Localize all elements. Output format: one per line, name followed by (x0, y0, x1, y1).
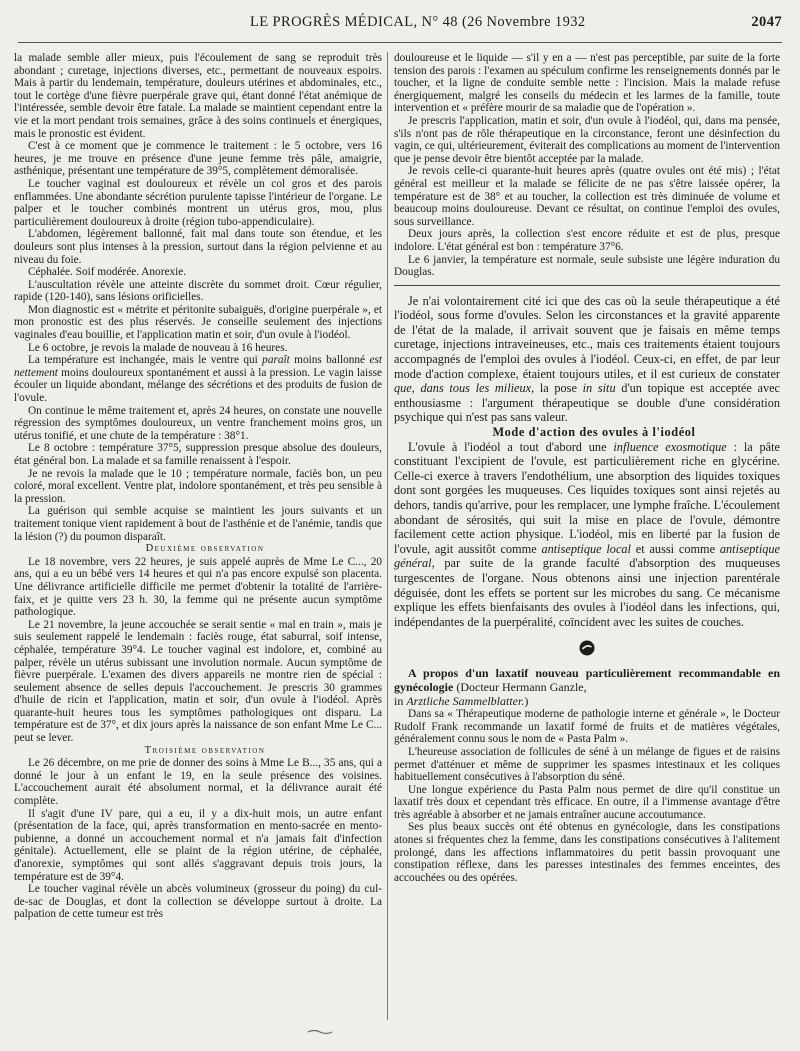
text: et aussi comme (630, 541, 720, 556)
text: Je n'ai volontairement cité ici que des cas où la seule thérapeutique a été l'iodéol, sous forme d'ovules. Selon les circonstances et la gravité apparente de l'état de la malade, il arrivait souvent que je faisais en même temps curetage, injections intraveineuses, etc., mais ces traitements étaient toujours accompagnés de l'emploi des ovules à l'iodéol. Ceux-ci, en effet, de par leur mode d'action complexe, étaient toujours utiles, et il est curieux de constater (394, 293, 780, 381)
section-heading: Troisième observation (144, 744, 266, 756)
page-number: 2047 (751, 14, 782, 30)
paragraph: C'est à ce moment que je commence le traitement : le 5 octobre, vers 16 heures, je me trouve en présence d'une jeune femme très pâle, amaigrie, asthénique, présentant une température de 39°5, complètement démoralisée. (14, 140, 382, 178)
text: d'un topique est acceptée avec enthousiasme : l'argument thérapeutique se double d'une considération psychique qui n'est pas sans valeur. (394, 381, 781, 425)
paragraph: Je revois celle-ci quarante-huit heures après (quatre ovules ont été mis) ; l'état général est meilleur et la malade se félicite de ne pas s'être laissée opérer, la température est de 38° et au toucher, la collection est très diminuée de volume et beaucoup moins douloureuse. Devant ce résultat, on continue l'emploi des ovules, sous surveillance. (394, 165, 780, 228)
paragraph: La guérison qui semble acquise se maintient les jours suivants et un traitement tonique vient rapidement à bout de l'asthénie et de l'anémie, tandis que la lésion (?) du poumon disparaît. (14, 505, 382, 543)
header-rule (18, 42, 782, 43)
italic-text: antiseptique général (394, 541, 780, 571)
paragraph: L'auscultation révèle une atteinte discrète du sommet droit. Cœur régulier, rapide (120-140), sans lésions orificielles. (14, 278, 382, 304)
paragraph: Ses plus beaux succès ont été obtenus en gynécologie, dans les constipations atones si fréquentes chez la femme, dans les constipations consécutives à l'alitement prolongé, dans les affections inflammatoires du petit bassin provoquant une constipation réflexe, dans les paresses intestinales des femmes enceintes, des accouchées ou des opérées. (394, 821, 780, 884)
running-title: LE PROGRÈS MÉDICAL, N° 48 (26 Novembre 1932 (250, 14, 586, 30)
section-rule (394, 285, 780, 286)
paragraph: Le 21 novembre, la jeune accouchée se serait sentie « mal en train », mais je suis seulement rappelé le lendemain : faciès rouge, état saburral, soif intense, céphalée, température 39°4. Le toucher vaginal est indolore, et, combiné au palper, révèle un utérus subissant une involution normale. Aucun symptôme de fièvre puerpérale. L'examen des divers appareils ne montre rien de spécial : seulement absence de selles depuis l'accouchement. Je prescris 30 grammes d'huile de ricin et l'application, matin et soir, d'un ovule à l'iodéol. Après quarante-huit heures tous les symptômes pathologiques ont disparu. La température est de 37°, et dix jours après la naissance de son enfant Mme Le C... peut se lever. (14, 618, 382, 745)
paragraph: Céphalée. Soif modérée. Anorexie. (28, 266, 187, 279)
article-title (394, 667, 780, 708)
text: , par suite de la grande faculté d'absorption des muqueuses turgescentes de l'organe. Nous obtenons ainsi une injection parentérale déguisée, dont les effets se portent sur les microbes du sang. Ce mécanisme explique les effets bienfaisants des ovules à l'iodéol dans les infections, qui, indépendantes de la puerpéralité, coïncident avec les suites de couches. (394, 556, 780, 629)
text: moins ballonné (289, 354, 370, 367)
article-source-prefix: in (394, 693, 407, 708)
emphasis-block (394, 294, 780, 630)
column-rule (387, 52, 388, 1020)
left-column (14, 52, 382, 921)
paragraph: On continue le même traitement et, après 24 heures, on constate une nouvelle régression des symptômes douloureux, un ventre franchement moins gros, un utérus tonifié, et une chute de la température : 38°1. (14, 404, 382, 442)
paragraph: douloureuse et le liquide — s'il y en a — n'est pas perceptible, par suite de la forte tension des parois : l'examen au spéculum confirme les renseignements donnés par le toucher, et la ligne de conduite semble nette : l'incision. Mais la malade refuse énergiquement, malgré les conseils du médecin et les larmes de la famille, toute intervention et « préfère mourir de sa maladie que de l'opération ». (394, 52, 780, 115)
footer-ornament-icon (300, 1024, 340, 1039)
right-column (394, 52, 780, 884)
paragraph: Il s'agit d'une IV pare, qui a eu, il y a dix-huit mois, un autre enfant (présentation de la face, qui, après transformation en mento-sacrée en mento-pubienne, a donné un accouchement normal et n'a jamais fait d'infection génitale). Actuellement, elle se plaint de la région utérine, de céphalée, d'anorexie, symptômes qui sont allés s'aggravant depuis trois jours, la température est de 39°4. (14, 807, 382, 883)
paragraph: L'heureuse association de follicules de séné à un mélange de figues et de raisins permet d'atténuer et même de supprimer les spasmes intestinaux et les coliques habituellement consécutives à l'absorption du séné. (394, 745, 780, 784)
paragraph: Le toucher vaginal révèle un abcès volumineux (grosseur du poing) du cul-de-sac de Douglas, et dont la collection se développe surtout à droite. La palpation de cette tumeur est très (14, 883, 382, 921)
text: la pose (534, 381, 583, 396)
article-source-suffix: ) (524, 693, 529, 708)
article-title-text: A propos d'un laxatif nouveau particulièrement recommandable en gynécologie (394, 666, 780, 694)
paragraph: Le 26 décembre, on me prie de donner des soins à Mme Le B..., 35 ans, qui a donné le jour à un enfant le 19, en la seule présence des voisines. L'accouchement aurait été absolument normal, et la délivrance aurait été complète. (14, 757, 382, 808)
section-heading: Deuxième observation (145, 543, 265, 555)
italic-text: in situ (582, 381, 616, 396)
paragraph: la malade semble aller mieux, puis l'écoulement de sang se reproduit très abondant ; curetage, injections diverses, etc., permettant de nouveaux espoirs. Mais à partir du lendemain, température, douleurs utérines et abdominales, etc., tout le cortège d'une fièvre puerpérale grave qui, étant donné l'état anémique de l'intéressée, semble devoir être fatale. La malade se maintient cependant entre la vie et la mort pendant trois semaines, grâce à des soins continuels et énergiques, mais le pronostic est évident. (14, 52, 382, 140)
italic-text: influence exosmotique (613, 439, 727, 454)
paragraph: Une longue expérience du Pasta Palm nous permet de dire qu'il constitue un laxatif très doux et cependant très efficace. En outre, il a l'immense avantage d'être très agréable à absorber et ne jamais entraîner aucune accoutumance. (394, 783, 780, 821)
text: La température est inchangée, mais le ventre qui (28, 354, 263, 367)
paragraph (394, 440, 780, 630)
paragraph: Le 8 octobre : température 37°5, suppression presque absolue des douleurs, état général bon. La malade et sa famille renaissent à l'espoir. (14, 442, 382, 467)
italic-text: est nettement (14, 354, 382, 379)
text: : la pâte constituant l'excipient de l'ovule, est particulièrement riche en glycérine. Celle-ci exerce à travers l'endothélium, une absorption des liquides toxiques dont sont gorgées les muqueuses. Ces liquides toxiques sont ainsi rejetés au dehors, tandis qu'arrive, pour les remplacer, une lymphe fraîche. L'écoulement abondant de sérosités, qui suit la mise en place de l'ovule, démontre facilement cette action physique. L'iodéol, mis en liberté par la fusion de l'ovule, agit aussitôt comme (394, 439, 781, 556)
paragraph: Le 6 janvier, la température est normale, seule subsiste une légère induration du Douglas. (394, 253, 780, 279)
italic-text: paraît (262, 354, 290, 367)
paragraph: Je ne revois la malade que le 10 ; température normale, faciès bon, un peu coloré, moral excellent. Ventre plat, indolore spontanément, et très peu sensible à la pression. (14, 467, 382, 505)
paragraph: Deux jours après, la collection s'est encore réduite et est de plus, presque indolore. L'état général est bon : température 37°6. (394, 228, 780, 253)
paragraph: Dans sa « Thérapeutique moderne de pathologie interne et générale », le Docteur Rudolf Frank recommande un laxatif formé de fruits et de matières végétales, généralement connu sous le nom de « Pasta Palm ». (394, 708, 780, 746)
article-source: Arztliche Sammelblatter. (406, 693, 525, 708)
section-heading: Mode d'action des ovules à l'iodéol (492, 425, 696, 440)
paragraph: L'abdomen, légèrement ballonné, fait mal dans toute son étendue, et les douleurs sont plus intenses à la pression, surtout dans la région pelvienne et au niveau du foie. (14, 228, 382, 266)
italic-text: antiseptique local (541, 541, 631, 556)
paragraph (394, 294, 780, 425)
text: L'ovule à l'iodéol a tout d'abord une (408, 439, 614, 454)
italic-text: que, dans tous les milieux, (394, 381, 535, 396)
ornament-icon (394, 639, 780, 657)
text: moins douloureux spontanément et aussi à la pression. Le vagin laisse écouler un liquide abondant, mélange des sécrétions et des produits de fusion de l'ovule. (14, 366, 382, 405)
paragraph: Je prescris l'application, matin et soir, d'un ovule à l'iodéol, qui, dans ma pensée, s'ils n'ont pas de rôle thérapeutique en la circonstance, feront une désinfection du vagin, ce qui, ultérieurement, éviterait des complications au moment de l'intervention que je pense devoir être bientôt acceptée par la malade. (394, 114, 780, 165)
paragraph (14, 354, 382, 404)
running-header (20, 14, 782, 40)
paragraph: Le toucher vaginal est douloureux et révèle un col gros et des parois enflammées. Une abondante sécrétion purulente tapisse l'intérieur de l'organe. Le palper et le toucher combinés montrent un utérus gros, mou, plus particulièrement douloureux à droite (région tubo-appendiculaire). (14, 177, 382, 228)
paragraph: Le 6 octobre, je revois la malade de nouveau à 16 heures. (28, 341, 288, 354)
article-author: (Docteur Hermann Ganzle, (456, 679, 587, 694)
paragraph: Le 18 novembre, vers 22 heures, je suis appelé auprès de Mme Le C..., 20 ans, qui a eu un bébé vers 14 heures et qui n'a pas encore expulsé son placenta. Une délivrance artificielle difficile me permet d'obtenir la totalité de l'arrière-faix, et je quitte vers 23 h. 30, la femme qui ne présente aucun symptôme pathologique. (14, 555, 382, 619)
paragraph: Mon diagnostic est « métrite et péritonite subaiguës, d'origine puerpérale », et mon pronostic est des plus réservés. Je conseille seulement des injections vaginales d'eau bouillie, et l'application matin et soir, d'un ovule à l'iodéol. (14, 303, 382, 342)
